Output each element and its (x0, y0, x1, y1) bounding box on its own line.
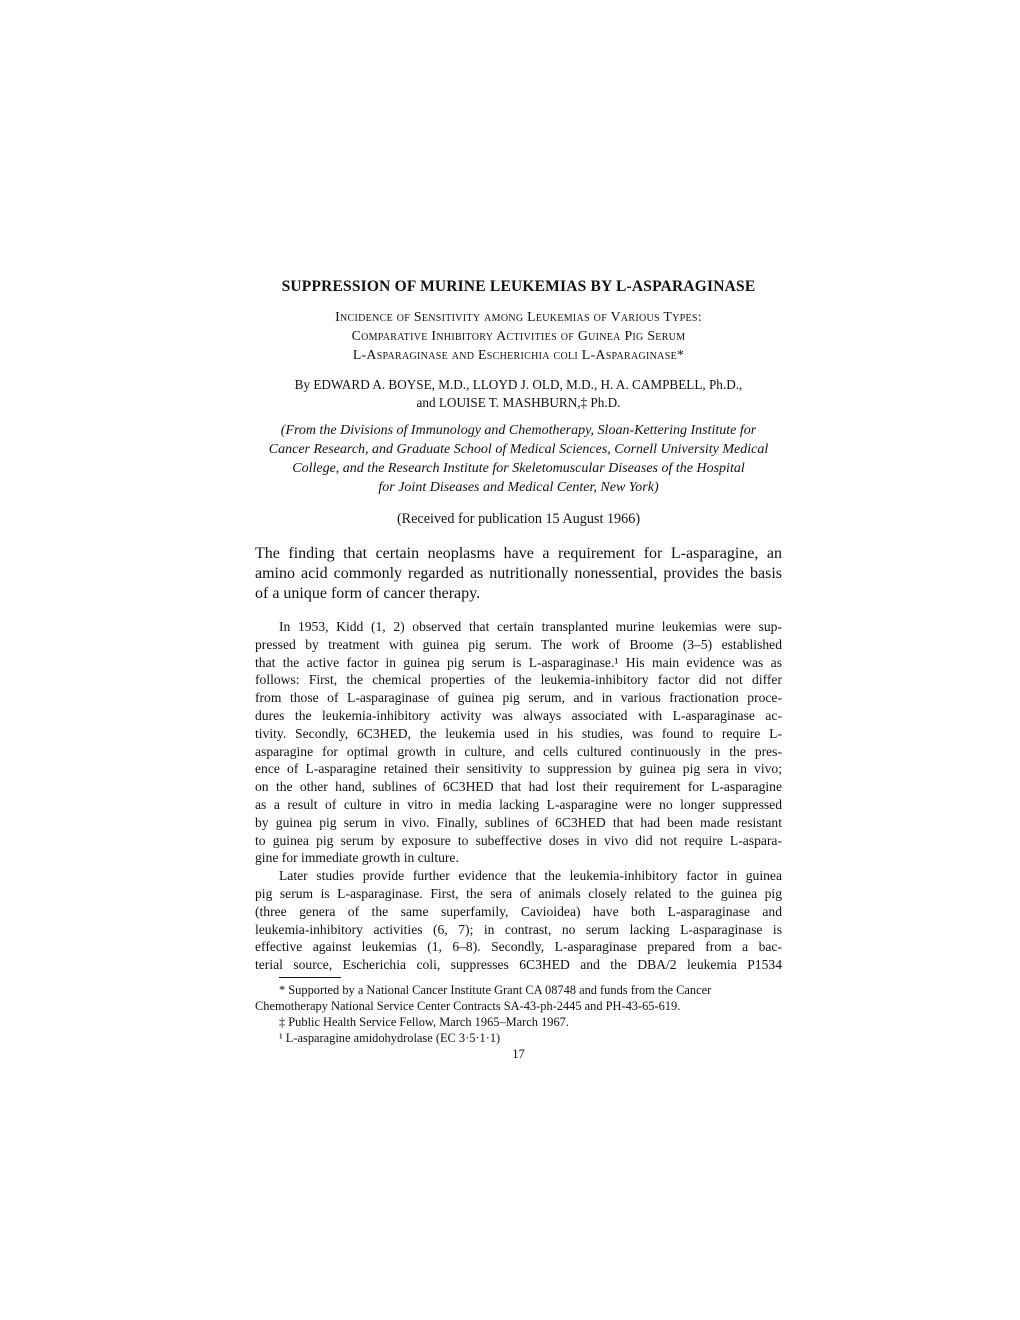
abstract (255, 544, 782, 604)
body-line: that the active factor in guinea pig serum is L-asparaginase.¹ His main evidence was as (255, 654, 782, 670)
author-line: and LOUISE T. MASHBURN,‡ Ph.D. (416, 395, 621, 410)
affiliation (255, 421, 782, 497)
affiliation-line: (From the Divisions of Immunology and Chemotherapy, Sloan-Kettering Institute for (280, 423, 757, 438)
body-line: Later studies provide further evidence that the leukemia-inhibitory factor in guinea (279, 868, 782, 884)
abstract-line: amino acid commonly regarded as nutritionally nonessential, provides the basis (255, 565, 782, 582)
body-text (255, 618, 782, 974)
affiliation-line: for Joint Diseases and Medical Center, New York) (378, 480, 659, 495)
abstract-line: The finding that certain neoplasms have a requirement for L-asparagine, an (255, 545, 782, 562)
paper-title: SUPPRESSION OF MURINE LEUKEMIAS BY L-ASPARAGINASE (281, 278, 756, 295)
received-date: (Received for publication 15 August 1966) (396, 511, 641, 527)
body-line: from those of L-asparaginase of guinea pig serum, and in various fractionation proce- (255, 690, 782, 706)
page-number: 17 (512, 1046, 525, 1061)
paper-subtitle (255, 307, 782, 364)
footnote-line: Chemotherapy National Service Center Contracts SA-43-ph-2445 and PH-43-65-619. (255, 998, 681, 1013)
body-line: follows: First, the chemical properties of the leukemia-inhibitory factor did not differ (255, 672, 782, 688)
body-line: by guinea pig serum in vivo. Finally, sublines of 6C3HED that had been made resistant (255, 814, 782, 830)
body-line: dures the leukemia-inhibitory activity was always associated with L-asparaginase ac- (255, 707, 782, 723)
paper-page (255, 276, 782, 1062)
body-line: ence of L-asparagine retained their sensitivity to suppression by guinea pig sera in vivo; (255, 761, 782, 777)
body-line: In 1953, Kidd (1, 2) observed that certain transplanted murine leukemias were sup- (279, 619, 782, 634)
body-line: gine for immediate growth in culture. (255, 850, 459, 866)
body-line: on the other hand, sublines of 6C3HED that had lost their requirement for L-asparagine (255, 779, 782, 795)
body-line: tivity. Secondly, 6C3HED, the leukemia used in his studies, was found to require L- (255, 725, 782, 741)
footnotes (255, 982, 782, 1046)
body-line: terial source, Escherichia coli, suppresses 6C3HED and the DBA/2 leukemia P1534 (255, 957, 782, 973)
body-line: leukemia-inhibitory activities (6, 7); in contrast, no serum lacking L-asparaginase is (255, 921, 782, 937)
author-line: By EDWARD A. BOYSE, M.D., LLOYD J. OLD, M.D., H. A. CAMPBELL, Ph.D., (294, 377, 743, 392)
footnote-divider (279, 977, 341, 978)
body-line: pressed by treatment with guinea pig serum. The work of Broome (3–5) established (255, 636, 782, 652)
body-line: as a result of culture in vitro in media lacking L-asparagine were no longer suppressed (255, 796, 782, 812)
footnote-line: * Supported by a National Cancer Institute Grant CA 08748 and funds from the Cancer (279, 982, 712, 997)
body-line: (three genera of the same superfamily, Cavioidea) have both L-asparaginase and (255, 903, 782, 919)
subtitle-line: Comparative Inhibitory Activities of Guinea Pig Serum (351, 328, 686, 343)
body-line: effective against leukemias (1, 6–8). Secondly, L-asparaginase prepared from a bac- (255, 939, 782, 955)
subtitle-line: L-Asparaginase and Escherichia coli L-Asparaginase* (352, 347, 685, 362)
subtitle-line: Incidence of Sensitivity among Leukemias of Various Types: (335, 309, 702, 324)
affiliation-line: Cancer Research, and Graduate School of Medical Sciences, Cornell University Medical (268, 442, 769, 457)
body-line: pig serum is L-asparaginase. First, the sera of animals closely related to the guinea pig (255, 885, 782, 901)
abstract-line: of a unique form of cancer therapy. (255, 585, 481, 602)
body-line: asparagine for optimal growth in culture, and cells cultured continuously in the pres- (255, 743, 782, 759)
author-list (255, 376, 782, 412)
body-line: to guinea pig serum by exposure to subeffective doses in vivo did not require L-aspara- (255, 832, 782, 848)
affiliation-line: College, and the Research Institute for Skeletomuscular Diseases of the Hospital (292, 461, 745, 476)
footnote-line: ‡ Public Health Service Fellow, March 1965–March 1967. (279, 1014, 569, 1029)
footnote-line: ¹ L-asparagine amidohydrolase (EC 3·5·1·1) (279, 1030, 501, 1045)
